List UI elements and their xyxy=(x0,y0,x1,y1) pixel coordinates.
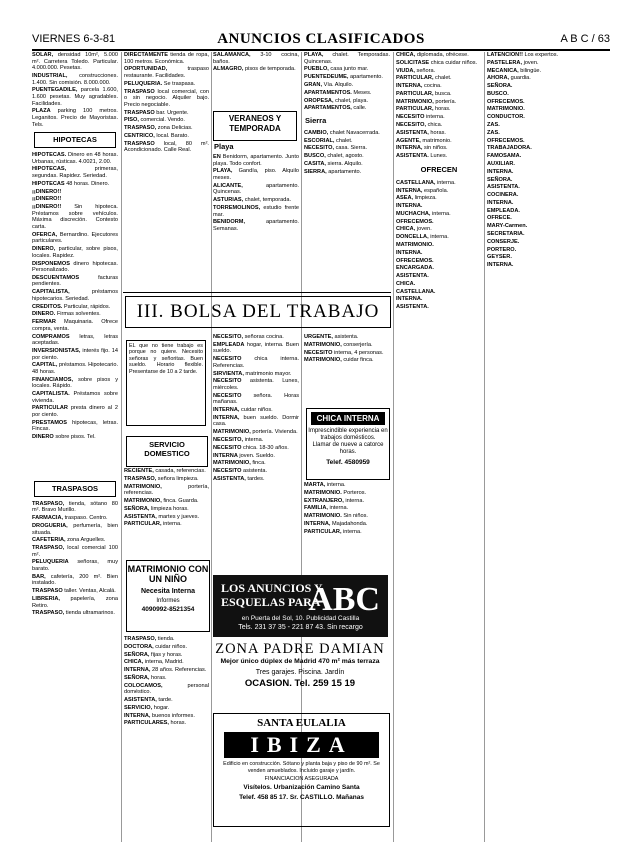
classified-ad: TRASPASO bar. Urgente. xyxy=(124,109,189,116)
classified-ad: SEÑORA. xyxy=(487,176,513,183)
classified-ad: RECIENTE, casada, referencias. xyxy=(124,468,206,474)
section-ofrecen: OFRECEN xyxy=(420,164,458,174)
classified-ad: INTERNA, cocina. xyxy=(396,83,442,90)
classified-ad: CASITA, sierra. Alquilo. xyxy=(304,161,363,167)
classified-ad: DOCTORA, cuidar niños. xyxy=(124,643,188,650)
page-header xyxy=(32,31,610,51)
bolsa-rule xyxy=(123,292,391,293)
classified-ad: BUSCO, chalet, agosto. xyxy=(304,153,364,160)
classified-ad: TRASPASO, tienda, sótano 80 m². Bravo Murillo. xyxy=(32,500,118,514)
classified-ad: SOLAR, densidad 10m², 5.000 m². Carretera Toledo. Particular. 4.000.000. Pesetas. xyxy=(32,52,118,72)
classified-ad: NECESITO, chica. xyxy=(396,122,443,129)
mini-ad-box: EL que no tiene trabajo es porque no quiere. Necesito señoras y señoritas. Buen sueldo. Horario flexible. Presentarse de 10 a 2 tarde. xyxy=(126,340,206,426)
classified-ad: DINERO. Firmas solventes. xyxy=(32,311,101,318)
classified-ad: APARTAMENTOS, calle. xyxy=(304,105,367,112)
column-2 xyxy=(124,52,209,287)
classified-ad: SIERRA, apartamento. xyxy=(304,168,362,175)
classified-ad: MECANICA, bilingüe. xyxy=(487,67,542,74)
ibiza-body: Edificio en construcción. Sótano y planta baja y piso de 90 m². Se venden amueblados. Incluido garaje y jardín. xyxy=(223,761,380,774)
classified-ad: AUXILIAR. xyxy=(487,160,515,167)
classified-ad: DINERO, particular, sobre pisos, locales. Rapidez. xyxy=(32,246,118,259)
classified-ad: COLOCAMOS, personal doméstico. xyxy=(124,682,209,696)
classified-ad: HIPOTECAS, primeras, segundas. Rapidez. Seriedad. xyxy=(32,166,118,180)
header-page-number: A B C / 63 xyxy=(560,33,610,45)
classified-ad: INTERNA. xyxy=(396,296,423,303)
column-3 xyxy=(213,52,299,108)
classified-ad: MATRIMONIO, finca. xyxy=(213,460,266,467)
classified-ad: SERVICIO, hogar. xyxy=(124,704,170,711)
classified-ad: INDUSTRIAL, construcciones. 1.400. Sin comisión. 8.000.000. xyxy=(32,72,118,86)
classified-ad: PLAZA parking 100 metros. Leganitos. Precio de Mayoristas. Tels. xyxy=(32,108,118,128)
ibiza-top: SANTA EULALIA xyxy=(257,717,346,729)
classified-ad: MATRIMONIO. Porteros. xyxy=(304,489,367,496)
classified-ad: DIRECTAMENTE tienda de ropa, 100 metros. Económica. xyxy=(124,52,209,65)
classified-ad: EXTRANJERO, interna. xyxy=(304,497,365,504)
classified-ad: COCINERA. xyxy=(487,192,519,199)
chica-interna-ad xyxy=(306,408,390,480)
classified-ad: INTERNA, sin niños. xyxy=(396,145,448,152)
classified-ad: OFRECE. xyxy=(487,215,512,222)
classified-ad: ALICANTE, apartamento. Quincenas. xyxy=(213,182,299,196)
classified-ad: PASTELERA, joven. xyxy=(487,59,539,66)
classified-ad: BENIDORM, apartamento. Semanas. xyxy=(213,219,299,232)
classified-ad: NECESITO chica interna. Referencias. xyxy=(213,356,299,369)
column-5-ofrecen xyxy=(396,180,482,311)
matrimonio-sub: Necesita Interna xyxy=(140,588,196,595)
classified-ad: MATRIMONIO, conserjería. xyxy=(304,341,373,348)
classified-ad: APARTAMENTOS. Meses. xyxy=(304,89,372,96)
classified-ad: PORTERO. xyxy=(487,246,517,253)
zona-padre-damian-ad xyxy=(210,641,390,711)
classified-ad: INTERNA, cuidar niños. xyxy=(213,407,273,414)
column-4-sierra-list xyxy=(304,130,390,176)
classified-ad: SALAMANCA, 3-10 cocina, baños. xyxy=(213,52,299,65)
column-3-top xyxy=(213,52,299,73)
classified-ad: LIBRERIA, papelería, zona Retiro. xyxy=(32,596,118,609)
column-3-playa-list xyxy=(213,154,299,232)
column-rule xyxy=(393,52,394,842)
classified-ad: VIUDA, señora. xyxy=(396,67,436,74)
classified-ad: ASEA, limpieza. xyxy=(396,195,437,202)
chica-hours: Llamar de nueve a catorce horas. xyxy=(312,442,384,455)
zona-title: ZONA PADRE DAMIAN xyxy=(215,641,385,657)
section-sierra: Sierra xyxy=(305,115,327,125)
classified-ad: CHICA, joven. xyxy=(396,226,432,233)
column-1-traspasos xyxy=(32,501,118,617)
classified-ad: INTERNA. xyxy=(487,199,514,206)
column-2-servicio-list xyxy=(124,468,209,528)
classified-ad: TRABAJADORA. xyxy=(487,145,532,152)
classified-ad: URGENTE, asistenta. xyxy=(304,334,359,340)
classified-ad: TORREMOLINOS, estudio frente mar. xyxy=(213,204,299,218)
column-4-bolsa xyxy=(304,334,390,406)
classified-ad: GRAN, Vía. Alquilo. xyxy=(304,81,354,88)
zona-desc: Mejor único dúplex de Madrid 470 m² más terraza xyxy=(220,658,380,665)
column-rule xyxy=(211,52,212,842)
classified-ad: ASISTENTA, horas. xyxy=(396,129,446,136)
classified-ad: TRASPASO, tienda. xyxy=(124,636,175,642)
classified-ad: PISO, comercial. Vendo. xyxy=(124,117,185,124)
classified-ad: SEÑORA, fijas y horas. xyxy=(124,651,183,658)
classified-ad: NECESITO, señoras cocina. xyxy=(213,334,284,340)
column-2-bottom-list xyxy=(124,636,209,727)
column-4-playa-list xyxy=(304,52,390,112)
classified-ad: INVERSIONISTAS, interés fijo. 14 por ciento. xyxy=(32,347,118,361)
classified-ad: SOLICITASE chica cuidar niños. xyxy=(396,59,478,66)
classified-ad: MATRIMONIO, finca. Guarda. xyxy=(124,497,199,504)
column-6 xyxy=(487,52,583,837)
classified-ad: PRESTAMOS hipotecas, letras. Fincas. xyxy=(32,419,118,433)
classified-ad: CHICA, interna, Madrid. xyxy=(124,659,184,666)
classified-ad: CAPITALISTA, préstamos hipotecarios. Seriedad. xyxy=(32,289,118,302)
classified-ad: INTERNA, 28 años. Referencias. xyxy=(124,667,207,674)
classified-ad: NECESITO chica. 18-30 años. xyxy=(213,444,289,451)
classified-ad: ASISTENTA, martes y jueves. xyxy=(124,513,200,520)
classified-ad: ASISTENTA. xyxy=(396,304,429,311)
classified-ad: ALMAGRO, pisos de temporada. xyxy=(213,66,296,73)
abc-line3: Tels. 231 37 35 - 221 87 43. Sin recargo xyxy=(238,624,363,631)
classified-ad: MATRIMONIO, portería. xyxy=(396,98,457,105)
classified-ad: BUSCO. xyxy=(487,90,509,97)
classified-ad: ENCARGADA. xyxy=(396,265,434,272)
classified-ad: OROPESA, chalet, playa. xyxy=(304,97,369,104)
servicio-domestico-box: SERVICIO DOMESTICO xyxy=(126,436,208,467)
column-3-playa xyxy=(213,140,299,285)
column-4-bolsa-bottom-list xyxy=(304,482,390,535)
classified-ad: OFRECEMOS. xyxy=(487,137,525,144)
classified-ad: ASISTENTA. xyxy=(487,184,520,191)
section-hipotecas: HIPOTECAS xyxy=(34,132,116,148)
classified-ad: DROGUERIA, perfumería, bien situada. xyxy=(32,522,118,536)
classified-ad: FERMAR Maquinaria. Ofrece compra, venta. xyxy=(32,319,118,332)
ibiza-name: IBIZA xyxy=(224,732,379,758)
classified-ad: LATENCION!! Los expertos. xyxy=(487,52,559,58)
classified-ad: ZAS. xyxy=(487,129,500,136)
classified-ad: OFRECEMOS. xyxy=(396,257,434,264)
classified-ad: EMPLEADA. xyxy=(487,207,520,214)
classified-ad: ASISTENTA. Lunes. xyxy=(396,153,448,160)
classified-ad: NECESITO, interna. xyxy=(213,437,264,443)
matrimonio-ad xyxy=(126,560,210,632)
chica-body: Imprescindible experiencia en trabajos domésticos. xyxy=(308,428,388,441)
classified-ad: FAMOSAMA. xyxy=(487,153,522,160)
classified-ad: INTERNA, Majadahonda. xyxy=(304,520,368,527)
classified-ad: CAFETERIA, zona Arguelles. xyxy=(32,537,106,544)
ibiza-financing: FINANCIACION ASEGURADA xyxy=(264,776,339,782)
column-1 xyxy=(32,52,118,837)
column-4-bolsa-top xyxy=(304,334,390,364)
classified-ad: PARTICULAR, horas. xyxy=(396,106,451,113)
classified-ad: PLAYA, chalet. Temporadas. Quincenas. xyxy=(304,52,390,65)
classified-ad: FAMILIA, interna. xyxy=(304,505,349,512)
classified-ad: TRASPASO, tienda ultramarinos. xyxy=(32,610,115,617)
classified-ad: CONSERJE. xyxy=(487,238,520,245)
classified-ad: DESCUENTAMOS facturas pendientes. xyxy=(32,274,118,288)
column-1-top xyxy=(32,52,118,128)
column-5-top xyxy=(396,52,482,160)
classified-ad: NECESITO, casa. Sierra. xyxy=(304,145,368,152)
matrimonio-title: MATRIMONIO CON UN NIÑO xyxy=(127,564,209,584)
classified-ad: ASISTENTA, tarde. xyxy=(124,697,173,704)
classified-ad: PELUQUERIA. Se traspasa. xyxy=(124,80,196,87)
classified-ad: NECESITO interna. xyxy=(396,114,445,121)
bolsa-del-trabajo-title: III. BOLSA DEL TRABAJO xyxy=(125,296,391,328)
column-4-bolsa-bottom xyxy=(304,482,390,572)
classified-ad: ¡¡DINERO!! Sin hipoteca. Préstamos sobre vehículos. Máxima discreción. Contesto carta. xyxy=(32,204,118,230)
classified-ad: COMPRAMOS letras, letras aceptadas. xyxy=(32,333,118,347)
classified-ad: MARY-Carmen. xyxy=(487,223,528,230)
classified-ad: INTERNA joven. Sueldo. xyxy=(213,452,275,459)
header-section-title: ANUNCIOS CLASIFICADOS xyxy=(217,31,425,47)
classified-ad: GEYSER. xyxy=(487,254,512,261)
classified-ad: FINANCIAMOS, sobre pisos y locales. Rápido. xyxy=(32,376,118,390)
classified-ad: TRASPASO, zona Delicias. xyxy=(124,125,193,132)
ibiza-ad xyxy=(213,713,390,827)
classified-ad: ZAS. xyxy=(487,122,500,129)
abc-line2: en Puerta del Sol, 10. Publicidad Castilla xyxy=(241,615,360,622)
classified-ad: PELUQUERIA señoras, muy barato. xyxy=(32,559,118,573)
ibiza-phone: Telef. 458 85 17. Sr. CASTILLO. Mañanas xyxy=(239,794,364,801)
classified-ad: OFERCA, Bernardino. Ejecutores particulares. xyxy=(32,231,118,245)
classified-ad: OPORTUNIDAD, traspaso restaurante. Facilidades. xyxy=(124,66,209,79)
classified-ad: PARTICULAR, busca. xyxy=(396,90,452,97)
zona-phone: OCASION. Tel. 259 15 19 xyxy=(244,678,356,689)
classified-ad: OFRECEMOS. xyxy=(396,218,434,225)
classified-ad: PUENTEDEUME, apartamento. xyxy=(304,74,383,81)
classified-ad: TRASPASO, señora limpieza. xyxy=(124,475,199,482)
ibiza-visit: Visítelos. Urbanización Camino Santa xyxy=(243,784,360,791)
classified-ad: INTERNA. xyxy=(487,168,514,175)
classified-ad: CREDITOS. Particular, rápidos. xyxy=(32,303,111,310)
classified-ad: TRASPASO, local comercial 100 m². xyxy=(32,545,118,558)
classified-ad: DISPONEMOS dinero hipotecas. Personalizado. xyxy=(32,260,118,274)
section-traspasos: TRASPASOS xyxy=(34,481,116,497)
classified-ad: INTERNA, buen sueldo. Dormir casa. xyxy=(213,414,299,428)
classified-ad: NECESITO asistenta. xyxy=(213,468,267,475)
classified-ad: AHORA, guardia. xyxy=(487,75,531,82)
classified-ad: CHICA, diplomada, ofrécese. xyxy=(396,52,469,58)
classified-ad: MATRIMONIO, cuidar finca. xyxy=(304,357,374,364)
classified-ad: ¡¡DINERO!! xyxy=(32,196,62,203)
classified-ad: DONCELLA, interna. xyxy=(396,234,449,241)
classified-ad: PARTICULAR presta dinero al 2 por ciento. xyxy=(32,405,118,419)
classified-ad: INTERNA, buenos informes. xyxy=(124,712,195,719)
classified-ad: TRASPASO local comercial, con o sin negocio. Alquiler bajo. Precio negociable. xyxy=(124,88,209,108)
classified-ad: PUEBLO, casa junto mar. xyxy=(304,66,369,73)
classified-ad: NECESITO interna, 4 personas. xyxy=(304,349,384,356)
classified-ad: HIPOTECAS. Dinero en 48 horas. Urbanas, rústicas. 4.0021, 2.00. xyxy=(32,152,118,165)
classified-ad: ASISTENTA, tardes. xyxy=(213,475,265,482)
section-playa: Playa xyxy=(214,142,234,151)
matrimonio-note: Informes xyxy=(156,598,180,604)
classified-ad: MATRIMONIO, portería, referencias. xyxy=(124,483,209,497)
classified-ad: FARMACIA, traspaso. Centro. xyxy=(32,515,108,522)
classified-ad: MATRIMONIO, portería. Vivienda. xyxy=(213,429,298,436)
classified-ad: DINERO sobre pisos. Tel. xyxy=(32,434,96,441)
classified-ad: CENTRICO, local. Barato. xyxy=(124,132,189,139)
classified-ad: AGENTE, matrimonio. xyxy=(396,137,452,144)
chica-phone: Telef. 4580959 xyxy=(326,459,370,466)
header-date: VIERNES 6-3-81 xyxy=(32,33,116,45)
classified-ad: NECESITO señora. Horas mañanas. xyxy=(213,392,299,406)
column-5 xyxy=(396,52,482,837)
column-2-bottom xyxy=(124,636,209,836)
column-rule xyxy=(121,52,122,842)
classified-ad: MARTA, interna. xyxy=(304,482,346,488)
column-2-servicio xyxy=(124,468,209,558)
classified-ad: HIPOTECAS 48 horas. Dinero. xyxy=(32,180,110,187)
matrimonio-phone: 4090992-8521354 xyxy=(141,606,195,613)
classified-ad: PARTICULARES, horas. xyxy=(124,720,187,727)
classified-ad: INTERNA. xyxy=(396,249,423,256)
classified-ad: SEÑORA, limpieza horas. xyxy=(124,505,189,512)
classified-ad: ¡¡DINERO!! xyxy=(32,188,62,195)
classified-ad: PLAYA, Gandía, piso. Alquilo meses. xyxy=(213,168,299,181)
classified-ad: MATRIMONIO. xyxy=(487,106,525,113)
chica-title: CHICA INTERNA xyxy=(311,412,385,425)
abc-line1: LOS ANUNCIOS Y ESQUELAS PARA xyxy=(221,581,323,609)
classified-ad: SEÑORA, horas. xyxy=(124,674,167,681)
column-3-bolsa-list xyxy=(213,334,299,483)
classified-ad: SIRVIENTA, matrimonio mayor. xyxy=(213,370,292,377)
classified-ad: CASTELLANA, interna. xyxy=(396,179,456,186)
classified-ad: INTERNA, española. xyxy=(396,187,449,194)
classified-ad: INTERNA. xyxy=(487,262,514,269)
classified-ad: BAR, cafetería, 200 m². Bien instalado. xyxy=(32,573,118,587)
abc-ad xyxy=(213,575,388,637)
column-1-hipotecas xyxy=(32,152,118,441)
zona-features: Tres garajes. Piscina. Jardín xyxy=(255,669,345,676)
classified-ad: CHICA. xyxy=(396,280,416,287)
classified-ad: SECRETARIA. xyxy=(487,230,525,237)
column-6-list xyxy=(487,52,583,269)
classified-ad: ASISTENTA. xyxy=(396,273,429,280)
classified-ad: ASTURIAS, chalet, temporada. xyxy=(213,197,292,204)
column-4 xyxy=(304,52,390,284)
classified-ad: CASTELLANA. xyxy=(396,288,436,295)
classified-ad: MUCHACHA, interna. xyxy=(396,210,451,217)
classified-ad: PARTICULAR, interna. xyxy=(304,528,362,535)
column-2-top xyxy=(124,52,209,154)
classified-ad: EMPLEADA hogar, interna. Buen sueldo. xyxy=(213,341,299,355)
classified-ad: SEÑORA. xyxy=(487,83,513,90)
classified-ad: MATRIMONIO. Sin niños. xyxy=(304,513,368,520)
classified-ad: CONDUCTOR. xyxy=(487,114,525,121)
classified-ad: PUENTEGADILE, parcela 1.600, 1.600 pesetas. Muy agradables. Facilidades. xyxy=(32,87,118,107)
classified-ad: CAMBIO, chalet Navacerrada. xyxy=(304,129,380,136)
classified-ad: PARTICULAR, chalet. xyxy=(396,75,452,82)
column-3-bolsa xyxy=(213,334,299,570)
classified-ad: PARTICULAR, interna. xyxy=(124,521,182,528)
classified-ad: CAPITAL, préstamos. Hipotecario. 48 horas. xyxy=(32,362,118,375)
abc-brand: ABC xyxy=(308,581,380,618)
classified-ad: ESCORIAL, chalet. xyxy=(304,137,353,144)
classified-ad: EN Benidorm, apartamento. Junto playa. Todo confort. xyxy=(213,154,299,167)
veraneos-box: VERANEOS Y TEMPORADA xyxy=(213,111,297,141)
classified-ad: CAPITALISTA. Préstamos sobre vivienda. xyxy=(32,391,118,404)
classified-ad: NECESITO asistenta. Lunes, miércoles. xyxy=(213,378,299,391)
classified-ad: OFRECEMOS. xyxy=(487,98,525,105)
classified-ad: INTERNA. xyxy=(396,203,423,210)
column-rule xyxy=(484,52,485,842)
classified-ad: TRASPASO local, 80 m². Acondicionado. Calle Real. xyxy=(124,140,209,154)
classified-ad: TRASPASO taller. Ventas, Alcalá. xyxy=(32,588,116,595)
classified-ad: MATRIMONIO. xyxy=(396,242,434,248)
